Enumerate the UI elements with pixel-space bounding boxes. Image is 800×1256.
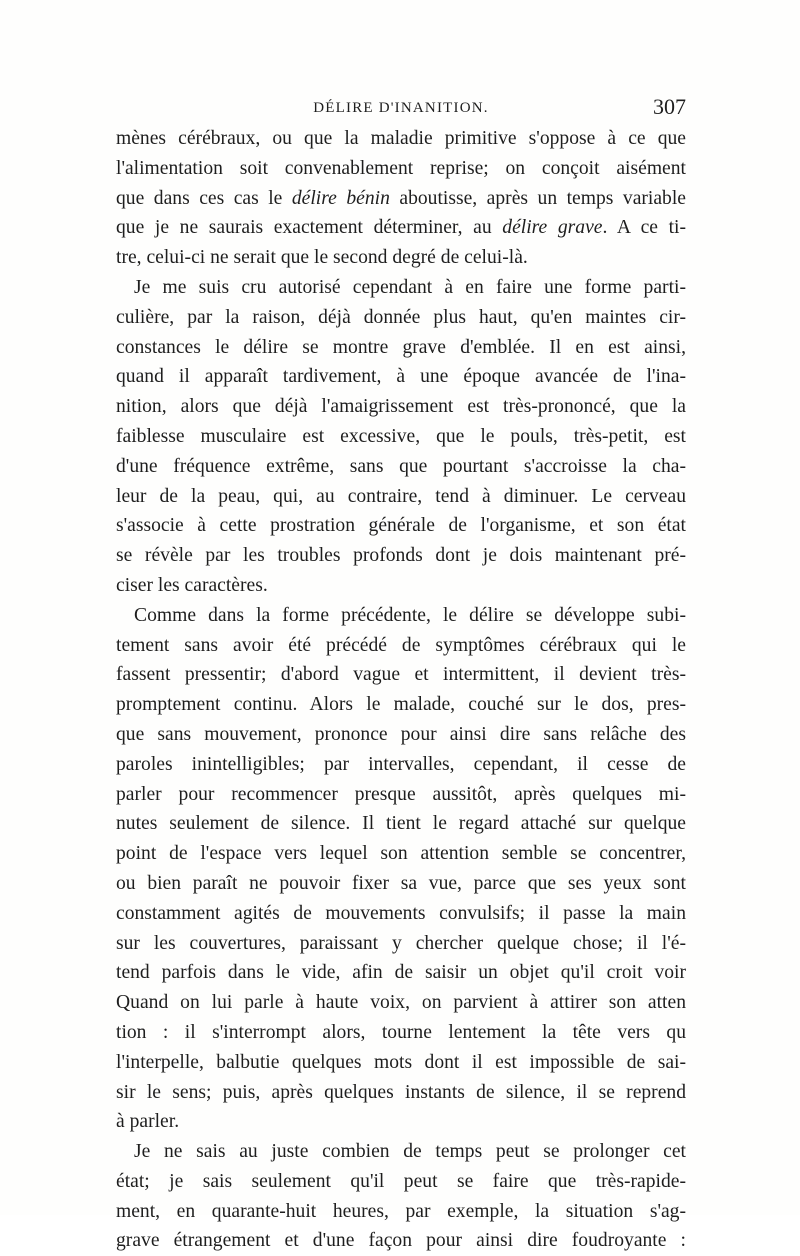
text-line [116,541,686,571]
text-line [116,303,686,333]
text-segment: ment, en quarante-huit heures, par exemple, la situation s'ag- [116,1200,686,1222]
text-line [116,392,686,422]
text-segment: nutes seulement de silence. Il tient le regard attaché sur quelque [116,813,686,835]
text-segment: l'interpelle, balbutie quelques mots dont il est impossible de sai- [116,1051,686,1073]
text-line [116,482,686,512]
text-segment: aboutisse, après un temps variable [389,187,686,209]
text-line [116,1107,686,1137]
text-line [116,362,686,392]
text-segment: Quand on lui parle à haute voix, on parvient à attirer son atten [116,992,686,1014]
text-line [116,1048,686,1078]
text-segment: que je ne saurais exactement déterminer, au [116,217,503,239]
text-segment: grave étrangement et d'une façon pour ainsi dire foudroyante : [116,1230,686,1252]
text-line [116,780,686,810]
text-line [116,154,686,184]
page-number: 307 [653,94,686,119]
text-segment: promptement continu. Alors le malade, couché sur le dos, pres- [116,694,686,716]
text-line [116,273,686,303]
text-line [116,839,686,869]
text-segment: quand il apparaît tardivement, à une époque avancée de l'ina- [116,366,686,388]
text-segment: Je ne sais au juste combien de temps peut se prolonger cet [134,1141,686,1163]
text-segment: paroles inintelligibles; par intervalles, cependant, il cesse de [116,753,686,775]
text-segment: parler pour recommencer presque aussitôt, après quelques mi- [116,783,686,805]
text-line [116,690,686,720]
text-segment: fassent pressentir; d'abord vague et intermittent, il devient très- [116,664,686,686]
text-line [116,1018,686,1048]
text-line [116,809,686,839]
text-segment: à parler. [116,1111,180,1133]
text-line [116,958,686,988]
text-segment: ou bien paraît ne pouvoir fixer sa vue, parce que ses yeux sont [116,872,686,894]
text-line [116,333,686,363]
text-segment: tend parfois dans le vide, afin de saisir un objet qu'il croit voir [116,962,686,984]
text-line [116,1078,686,1108]
text-segment: constances le délire se montre grave d'emblée. Il en est ainsi, [116,336,686,358]
text-segment: Comme dans la forme précédente, le délire se développe subi- [134,604,686,626]
text-line [116,1167,686,1197]
text-segment: état; je sais seulement qu'il peut se faire que très-rapide- [116,1170,686,1192]
text-segment: sur les couvertures, paraissant y chercher quelque chose; il l'é- [116,932,686,954]
text-line [116,571,686,601]
text-segment: sir le sens; puis, après quelques instants de silence, il se reprend [116,1081,686,1103]
text-line [116,422,686,452]
text-line [116,988,686,1018]
text-segment: . A ce ti- [602,217,687,239]
text-segment: point de l'espace vers lequel son attention semble se concentrer, [116,843,686,865]
text-segment: s'associe à cette prostration générale de l'organisme, et son état [116,515,686,537]
text-line [116,213,686,243]
text-segment: constamment agités de mouvements convulsifs; il passe la main [116,902,686,924]
text-line [116,243,686,273]
italic-term: délire bénin [291,187,390,209]
text-line [116,124,686,154]
text-segment: tre, celui-ci ne serait que le second degré de celui-là. [116,247,528,269]
text-segment: se révèle par les troubles profonds dont je dois maintenant pré- [116,545,686,567]
text-line [116,1226,686,1256]
text-line [116,869,686,899]
text-line [116,899,686,929]
text-line [116,1137,686,1167]
text-segment: faiblesse musculaire est excessive, que le pouls, très-petit, est [116,425,686,447]
text-segment: que dans ces cas le [116,187,292,209]
text-segment: mènes cérébraux, ou que la maladie primitive s'oppose à ce que [116,128,686,149]
text-line [116,184,686,214]
text-line [116,660,686,690]
body-text [116,124,686,1256]
text-segment: nition, alors que déjà l'amaigrissement est très-prononcé, que la [116,396,686,418]
text-segment: culière, par la raison, déjà donnée plus haut, qu'en maintes cir- [116,306,686,328]
running-head [116,94,686,124]
text-segment: Je me suis cru autorisé cependant à en faire une forme parti- [134,276,686,298]
text-line [116,929,686,959]
text-line [116,750,686,780]
italic-term: délire grave [502,217,603,239]
running-title: DÉLIRE D'INANITION. [313,100,489,116]
text-line [116,452,686,482]
text-line [116,631,686,661]
text-segment: ciser les caractères. [116,574,268,596]
text-line [116,720,686,750]
text-line [116,601,686,631]
text-segment: tement sans avoir été précédé de symptômes cérébraux qui le [116,634,686,656]
text-segment: l'alimentation soit convenablement reprise; on conçoit aisément [116,157,686,179]
text-segment: leur de la peau, qui, au contraire, tend à diminuer. Le cerveau [116,485,686,507]
text-segment: que sans mouvement, prononce pour ainsi dire sans relâche des [116,723,686,745]
text-segment: tion : il s'interrompt alors, tourne lentement la tête vers qu [116,1021,686,1043]
text-line [116,1197,686,1227]
text-segment: d'une fréquence extrême, sans que pourtant s'accroisse la cha- [116,455,686,477]
text-line [116,511,686,541]
